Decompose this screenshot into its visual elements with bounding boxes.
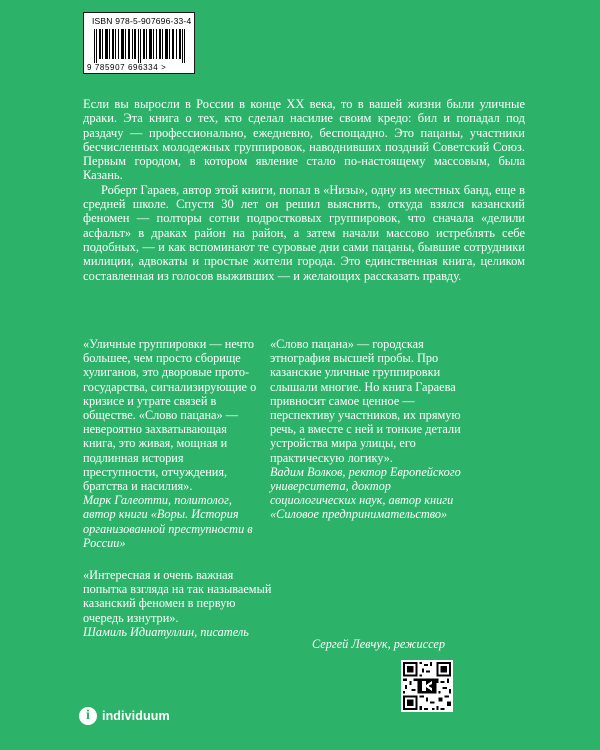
barcode-digits: 9 785907 696334 > [87,63,167,72]
quote-attribution: Сергей Левчук, режиссер [312,637,445,651]
barcode-icon [94,29,186,63]
publisher-name: individuum [102,709,170,723]
qr-code-icon [401,660,453,712]
isbn-barcode [83,12,195,74]
quote-attribution: Марк Галеотти, политолог, автор книги «Воры. История организованной преступности в России» [83,493,253,550]
description-paragraph: Роберт Гараев, автор этой книги, попал в «Низы», одну из местных банд, еще в средней школе. Спустя 30 лет он решил выяснить, откуда взялся казанский феномен — полторы сотни подростковых группировок, что сначала «делили асфальт» в драках район на район, а затем начали массово истреблять себе подобных, — и как вспоминают те суровые дни сами пацаны, бывшие сотрудники милиции, адвокаты и простые жители города. Это единственная книга, целиком составленная из голосов выживших — и желающих рассказать правду. [83,182,525,283]
review-quote [270,337,470,522]
isbn-label: ISBN 978-5-907696-33-4 [92,16,192,26]
description-paragraph: Если вы выросли в России в конце XX века, то в вашей жизни были уличные драки. Эта книга о тех, кто сделал насилие своим кредо: бил и попадал под раздачу — профессионально, ежедневно, беспощадно. Это пацаны, участники бесчисленных молодежных группировок, наводнивших поздний Советский Союз. Первым городом, в котором явление стало по-настоящему массовым, была Казань. [83,97,525,183]
quote-text: «Интересная и очень важная попытка взгляда на так называемый казанский феномен в первую очередь изнутри». [83,568,272,625]
quote-attribution: Шамиль Идиатуллин, писатель [83,624,249,639]
individuum-logo-icon: i [79,707,97,725]
review-quote [312,637,502,651]
quote-text: «Слово пацана» — городская этнография высшей пробы. Про казанские уличные группировки слышали многие. Но книга Гараева привносит самое ценное — перспективу участников, их прямую речь, а вместе с ней и тонкие детали устройства мира улицы, его практическую логику». [270,337,461,465]
publisher-logo [79,706,170,726]
review-quote [83,337,258,550]
quote-attribution: Вадим Волков, ректор Европейского университета, доктор социологических наук, автор книги «Силовое предпринимательство» [270,464,461,522]
quote-text: «Уличные группировки — нечто большее, чем просто сборище хулиганов, это дворовые прото-государства, сигнализирующие о кризисе и утрате связей в обществе. «Слово пацана» — невероятно захватывающая книга, это живая, мощная и подлинная история преступности, отчуждения, братства и насилия». [83,337,257,494]
book-description [83,97,525,283]
review-quote [83,568,273,639]
